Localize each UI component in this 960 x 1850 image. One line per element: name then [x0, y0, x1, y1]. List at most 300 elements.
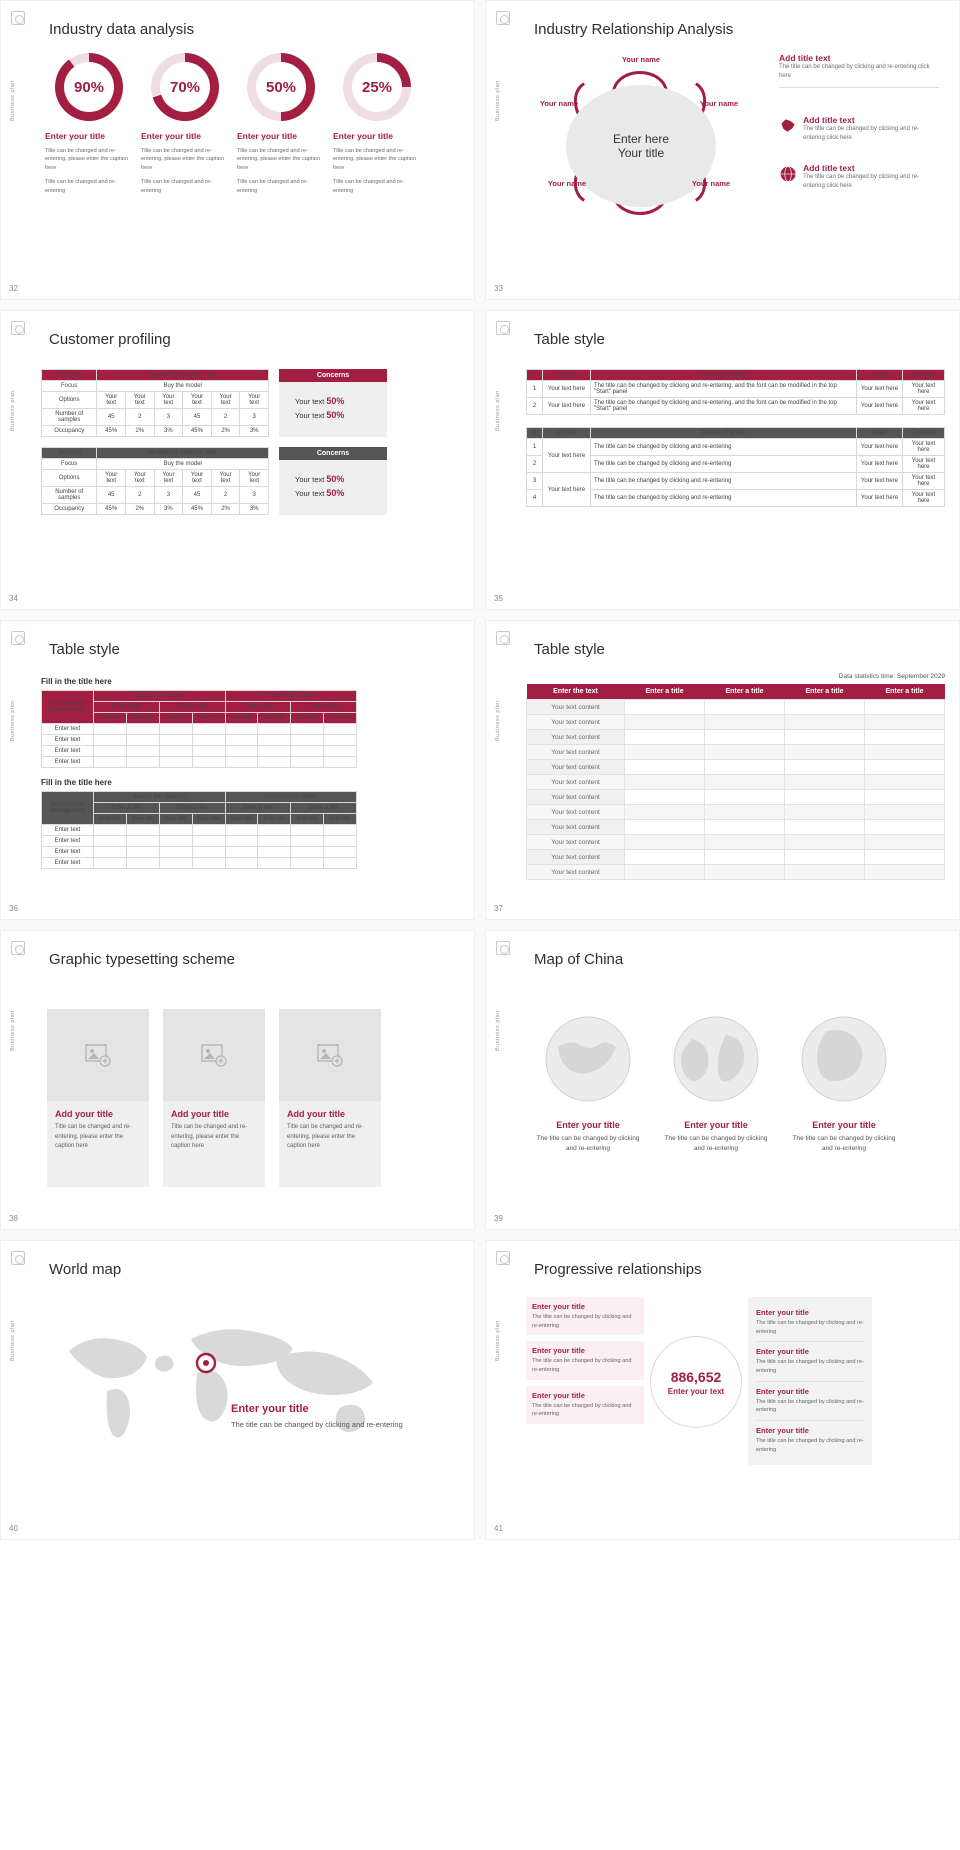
cell: Your text content [527, 865, 625, 880]
card-sub: The title can be changed by clicking and re-entering [756, 1398, 864, 1414]
cell: 2% [211, 504, 240, 515]
slide-40[interactable] [0, 1240, 475, 1540]
col-header: Enter title [192, 814, 225, 825]
graphic-card[interactable] [47, 1009, 149, 1187]
image-placeholder-icon [317, 1043, 343, 1067]
slide-number: 36 [9, 904, 18, 913]
left-card[interactable] [526, 1386, 644, 1424]
right-text-block-1 [779, 53, 939, 94]
cell-action: The title can be changed by clicking and re-entering [591, 456, 857, 473]
image-placeholder[interactable] [47, 1009, 149, 1101]
card-sub: The title can be changed by clicking and re-entering [532, 1314, 632, 1329]
col-header: Course of action [591, 370, 857, 381]
card-title: Enter your title [532, 1302, 585, 1311]
table-row [527, 439, 945, 456]
sidebar-tag: Business plan [10, 1320, 16, 1361]
cell: Your text content [527, 760, 625, 775]
focus-value: Buy the model [97, 381, 269, 392]
cell: Your text content [527, 820, 625, 835]
right-title: Add title text [779, 53, 831, 63]
col-header: Enter a title [625, 684, 705, 700]
focus-label: Focus [42, 381, 97, 392]
col-header: project [543, 370, 591, 381]
col-header: Enter a title [865, 684, 945, 700]
cell: 3% [240, 504, 269, 515]
left-card[interactable] [526, 1341, 644, 1379]
table-row [527, 381, 945, 398]
slide-34[interactable] [0, 310, 475, 610]
concern-line [279, 486, 387, 500]
cell: 45% [97, 426, 126, 437]
cell-time: Your text here [903, 490, 945, 507]
concern-pct: 50% [326, 474, 345, 484]
concern-line [279, 408, 387, 422]
slide-32[interactable] [0, 0, 475, 300]
page-title: Table style [534, 331, 605, 348]
group-header-2: Procurement status [225, 792, 357, 803]
node-label: Your name [691, 179, 731, 188]
cell: 3 [240, 409, 269, 426]
focus-label: Focus [42, 459, 97, 470]
cell: Your text content [527, 700, 625, 715]
card-sub: The title can be changed by clicking and re-entering [756, 1359, 864, 1374]
card-title: Enter your title [756, 1425, 809, 1435]
globe-icon [796, 1011, 892, 1107]
graphic-card[interactable] [163, 1009, 265, 1187]
right-text-block-3 [779, 163, 939, 191]
cell: Your text content [527, 805, 625, 820]
presentation-icon [11, 941, 25, 955]
cell: Your text [183, 392, 212, 409]
table-row [42, 735, 357, 746]
cell: Your text [125, 392, 154, 409]
col-header: Enter title [126, 814, 159, 825]
metric-label: Enter your text [667, 1386, 725, 1396]
cell-action: The title can be changed by clicking and re-entering [591, 439, 857, 456]
table-row [527, 865, 945, 880]
page-title: Table style [534, 641, 605, 658]
map-caption-sub: The title can be changed by clicking and re-entering [231, 1420, 403, 1429]
card-title: Add your title [171, 1109, 229, 1119]
focus-value: Buy the model [97, 459, 269, 470]
right-text-block-2 [779, 115, 939, 143]
cell: Your text [97, 470, 126, 487]
customer-table-1 [41, 369, 269, 437]
row-label: Number of samples [42, 487, 97, 504]
concerns-box-1 [279, 369, 387, 437]
cell: 45% [183, 426, 212, 437]
col-header: Enter title [291, 713, 324, 724]
col-header: Enter title [324, 814, 357, 825]
table-row [42, 847, 357, 858]
right-card-list [748, 1297, 872, 1465]
col-header: Enter title [126, 713, 159, 724]
cell: Your text content [527, 745, 625, 760]
cell: 2 [211, 409, 240, 426]
concern-pct: 50% [326, 488, 345, 498]
sub-header: Enter a title [291, 702, 357, 713]
table-row [527, 835, 945, 850]
cell-action: The title can be changed by clicking and re-entering, and the font can be modified in the top "Start" panel [591, 381, 857, 398]
data-table [526, 684, 945, 880]
sub-header: Enter a title [225, 803, 291, 814]
cell-head: Your text here [857, 398, 903, 415]
cell-head: Your text here [857, 381, 903, 398]
card-sub: The title can be changed by clicking and re-entering [756, 1320, 864, 1335]
col-header: Head [857, 428, 903, 439]
node-label: Your name [699, 99, 739, 108]
cell: 2% [211, 426, 240, 437]
table-row [527, 715, 945, 730]
sidebar-tag: Business plan [495, 80, 501, 121]
cell: 2% [125, 426, 154, 437]
card-sub: Title can be changed and re-entering, please enter the caption here [287, 1124, 364, 1150]
page-title: Table style [49, 641, 120, 658]
card-sub: The title can be changed by clicking and re-entering [532, 1402, 632, 1418]
card-title: Enter your title [756, 1347, 809, 1357]
center-line-1: Enter here [612, 132, 670, 146]
presentation-icon [496, 941, 510, 955]
cell-time: Your text here [903, 381, 945, 398]
globe-icon [540, 1011, 636, 1107]
sidebar-tag: Business plan [10, 80, 16, 121]
presentation-icon [496, 321, 510, 335]
divider [779, 87, 939, 88]
slide-37[interactable] [485, 620, 960, 920]
page-title: Industry Relationship Analysis [534, 21, 734, 38]
sidebar-tag: Business plan [495, 700, 501, 741]
cell: Your text [240, 392, 269, 409]
cell-action: The title can be changed by clicking and re-entering [591, 490, 857, 507]
col-header: Enter title [258, 814, 291, 825]
presentation-icon [11, 631, 25, 645]
table-header-left: Your text [42, 370, 97, 381]
block-caption: Fill in the title here [41, 778, 112, 787]
cell: 45% [97, 504, 126, 515]
cell: 3 [154, 409, 183, 426]
cell: 3 [240, 487, 269, 504]
center-metric [650, 1336, 742, 1428]
cell: 3% [154, 426, 183, 437]
cell-head: Your text here [857, 439, 903, 456]
card-title: Enter your title [532, 1390, 585, 1400]
globe-icon [668, 1011, 764, 1107]
image-placeholder-icon [85, 1043, 111, 1067]
cell-project: Your text here [543, 398, 591, 415]
china-map-icon [779, 115, 797, 137]
page-title: World map [49, 1261, 122, 1278]
table-row [42, 836, 357, 847]
col-header: Enter the text [527, 684, 625, 700]
block-caption: Fill in the title here [41, 677, 112, 686]
card-title: Enter your title [532, 1346, 585, 1356]
right-sub: The title can be changed by clicking and re-entering click here [803, 174, 919, 189]
procurement-table-2 [41, 791, 357, 869]
slide-41[interactable] [485, 1240, 960, 1540]
group-header-1: Assess the situation [94, 691, 226, 702]
stat-time: Data statistics time: September 2029 [838, 673, 945, 680]
slide-number: 32 [9, 284, 18, 293]
right-sub: The title can be changed by clicking and re-entering click here [779, 64, 930, 79]
cell: 2 [125, 487, 154, 504]
col-header: Head [857, 370, 903, 381]
col-header: Enter title [94, 814, 127, 825]
donut-item [141, 53, 229, 201]
row-label: Occupancy [42, 426, 97, 437]
right-card[interactable] [756, 1382, 864, 1421]
cell-project: Your text here [543, 381, 591, 398]
col-header: Timeline [903, 428, 945, 439]
cell-head: Your text here [857, 456, 903, 473]
concerns-header: Concerns [279, 369, 387, 382]
cell: Your text content [527, 850, 625, 865]
slide-36[interactable] [0, 620, 475, 920]
col-header: Enter title [225, 713, 258, 724]
procurement-table-1 [41, 690, 357, 768]
donut-caption-2: Title can be changed and re-entering [141, 179, 213, 194]
row-label: Enter text [42, 746, 94, 757]
right-card[interactable] [756, 1342, 864, 1381]
slide-38[interactable] [0, 930, 475, 1230]
concern-pct: 50% [326, 396, 345, 406]
corner-header: Procurement management [42, 792, 94, 825]
row-label: Enter text [42, 858, 94, 869]
card-sub: The title can be changed by clicking and re-entering [532, 1358, 632, 1373]
globe-item [788, 1011, 900, 1155]
cell-project: Your text here [543, 473, 591, 507]
group-header-1: Assess the situation [94, 792, 226, 803]
donut-title: Enter your title [333, 131, 393, 141]
sidebar-tag: Business plan [10, 700, 16, 741]
row-label: Options [42, 470, 97, 487]
cell-time: Your text here [903, 439, 945, 456]
globe-item [532, 1011, 644, 1155]
cell: Your text [97, 392, 126, 409]
presentation-icon [496, 11, 510, 25]
sidebar-tag: Business plan [495, 1320, 501, 1361]
slide-number: 40 [9, 1524, 18, 1533]
card-sub: Title can be changed and re-entering, please enter the caption here [171, 1124, 248, 1150]
cell: 2 [125, 409, 154, 426]
donut-item [237, 53, 325, 201]
globe-sub: The title can be changed by clicking and re-entering [536, 1135, 640, 1153]
cell: Your text content [527, 775, 625, 790]
table-row [527, 820, 945, 835]
table-row [527, 850, 945, 865]
globe-title: Enter your title [556, 1120, 620, 1130]
donut-item [45, 53, 133, 201]
cell: Your text [211, 470, 240, 487]
cell: Your text content [527, 835, 625, 850]
cell: Your text content [527, 730, 625, 745]
concern-line [279, 472, 387, 486]
donut-chart [343, 53, 411, 121]
cell-head: Your text here [857, 473, 903, 490]
table-row [527, 473, 945, 490]
card-sub: The title can be changed by clicking and re-entering [756, 1437, 864, 1453]
presentation-icon [11, 1251, 25, 1265]
circle-center [566, 85, 716, 207]
col-header: Enter title [159, 814, 192, 825]
concern-text: Your text [295, 489, 325, 498]
concerns-header: Concerns [279, 447, 387, 460]
sidebar-tag: Business plan [495, 1010, 501, 1051]
sub-header: Enter a title [94, 803, 160, 814]
table-row [42, 746, 357, 757]
presentation-icon [11, 11, 25, 25]
graphic-card[interactable] [279, 1009, 381, 1187]
cell: 45 [183, 487, 212, 504]
col-header: Enter title [159, 713, 192, 724]
action-table-1 [526, 369, 945, 415]
sidebar-tag: Business plan [10, 390, 16, 431]
slide-number: 35 [494, 594, 503, 603]
donut-title: Enter your title [237, 131, 297, 141]
col-header: # [527, 428, 543, 439]
row-label: Enter text [42, 724, 94, 735]
right-card[interactable] [756, 1421, 864, 1459]
concern-text: Your text [295, 475, 325, 484]
donut-caption-2: Title can be changed and re-entering [237, 179, 309, 194]
sub-header: Enter a title [291, 803, 357, 814]
col-header: Enter title [192, 713, 225, 724]
right-sub: The title can be changed by clicking and re-entering click here [803, 126, 919, 141]
sidebar-tag: Business plan [495, 390, 501, 431]
cell: 3% [154, 504, 183, 515]
concern-text: Your text [295, 397, 325, 406]
donut-item [333, 53, 421, 201]
table-row [527, 730, 945, 745]
cell: 2 [211, 487, 240, 504]
cell: 2% [125, 504, 154, 515]
cell-time: Your text here [903, 398, 945, 415]
col-header: # [527, 370, 543, 381]
cell-num: 4 [527, 490, 543, 507]
page-title: Graphic typesetting scheme [49, 951, 235, 968]
left-card[interactable] [526, 1297, 644, 1335]
donut-caption-1: Title can be changed and re-entering, please enter the caption here [237, 148, 321, 171]
row-label: Enter text [42, 836, 94, 847]
table-row [527, 700, 945, 715]
col-header: Enter a title [785, 684, 865, 700]
cell: 3% [240, 426, 269, 437]
table-row [42, 724, 357, 735]
concern-line [279, 394, 387, 408]
card-title: Add your title [55, 1109, 113, 1119]
cell-num: 3 [527, 473, 543, 490]
donut-value: 25% [352, 62, 402, 112]
node-label: Your name [621, 55, 661, 64]
cell-action: The title can be changed by clicking and re-entering, and the font can be modified in the top "Start" panel [591, 398, 857, 415]
concerns-box-2 [279, 447, 387, 515]
col-header: project [543, 428, 591, 439]
center-line-2: Your title [617, 146, 665, 160]
map-caption-title: Enter your title [231, 1403, 309, 1415]
row-label: Enter text [42, 735, 94, 746]
cell: Your text content [527, 790, 625, 805]
group-header-2: Procurement status [225, 691, 357, 702]
col-header: Timeline [903, 370, 945, 381]
sub-header: Enter a title [159, 803, 225, 814]
cell-num: 2 [527, 398, 543, 415]
col-header: Enter title [225, 814, 258, 825]
slide-number: 33 [494, 284, 503, 293]
cell-num: 2 [527, 456, 543, 473]
row-label: Enter text [42, 847, 94, 858]
metric-number: 886,652 [670, 1368, 722, 1385]
cell: Your text [154, 470, 183, 487]
donut-caption-1: Title can be changed and re-entering, please enter the caption here [45, 148, 129, 171]
row-label: Occupancy [42, 504, 97, 515]
world-map [41, 1311, 421, 1461]
row-label: Enter text [42, 757, 94, 768]
slide-number: 37 [494, 904, 503, 913]
globe-item [660, 1011, 772, 1155]
cell: Your text [211, 392, 240, 409]
cell-project: Your text here [543, 439, 591, 473]
card-sub: Title can be changed and re-entering, please enter the caption here [55, 1124, 132, 1150]
presentation-icon [11, 321, 25, 335]
donut-value: 50% [256, 62, 306, 112]
table-row [527, 398, 945, 415]
cell: Your text content [527, 715, 625, 730]
cell-action: The title can be changed by clicking and re-entering [591, 473, 857, 490]
globe-sub: The title can be changed by clicking and re-entering [664, 1135, 768, 1153]
cell-time: Your text here [903, 473, 945, 490]
col-header: Enter a title [705, 684, 785, 700]
card-title: Add your title [287, 1109, 345, 1119]
sidebar-tag: Business plan [10, 1010, 16, 1051]
donut-chart [247, 53, 315, 121]
page-title: Customer profiling [49, 331, 171, 348]
table-row [527, 760, 945, 775]
right-title: Add title text [803, 115, 855, 125]
donut-chart [55, 53, 123, 121]
donut-title: Enter your title [45, 131, 105, 141]
image-placeholder[interactable] [163, 1009, 265, 1101]
donut-value: 70% [160, 62, 210, 112]
table-header-right: Number of samples : 100 [97, 370, 269, 381]
slide-39[interactable] [485, 930, 960, 1230]
slide-33[interactable] [485, 0, 960, 300]
presentation-icon [496, 1251, 510, 1265]
slide-number: 34 [9, 594, 18, 603]
row-label: Number of samples [42, 409, 97, 426]
slide-35[interactable] [485, 310, 960, 610]
sub-header: Enter a title [225, 702, 291, 713]
col-header: Enter title [94, 713, 127, 724]
row-label: Enter text [42, 825, 94, 836]
cell: Your text [240, 470, 269, 487]
corner-header: Procurement management [42, 691, 94, 724]
donut-caption-1: Title can be changed and re-entering, please enter the caption here [141, 148, 225, 171]
image-placeholder-icon [201, 1043, 227, 1067]
donut-title: Enter your title [141, 131, 201, 141]
donut-caption-1: Title can be changed and re-entering, please enter the caption here [333, 148, 417, 171]
slide-number: 41 [494, 1524, 503, 1533]
globe-sub: The title can be changed by clicking and re-entering [792, 1135, 896, 1153]
concern-text: Your text [295, 411, 325, 420]
cell-head: Your text here [857, 490, 903, 507]
cell: 45 [97, 409, 126, 426]
col-header: Enter title [291, 814, 324, 825]
image-placeholder[interactable] [279, 1009, 381, 1101]
table-row [527, 790, 945, 805]
globe-title: Enter your title [812, 1120, 876, 1130]
cell: 3 [154, 487, 183, 504]
card-title: Enter your title [756, 1386, 809, 1396]
right-card[interactable] [756, 1303, 864, 1342]
